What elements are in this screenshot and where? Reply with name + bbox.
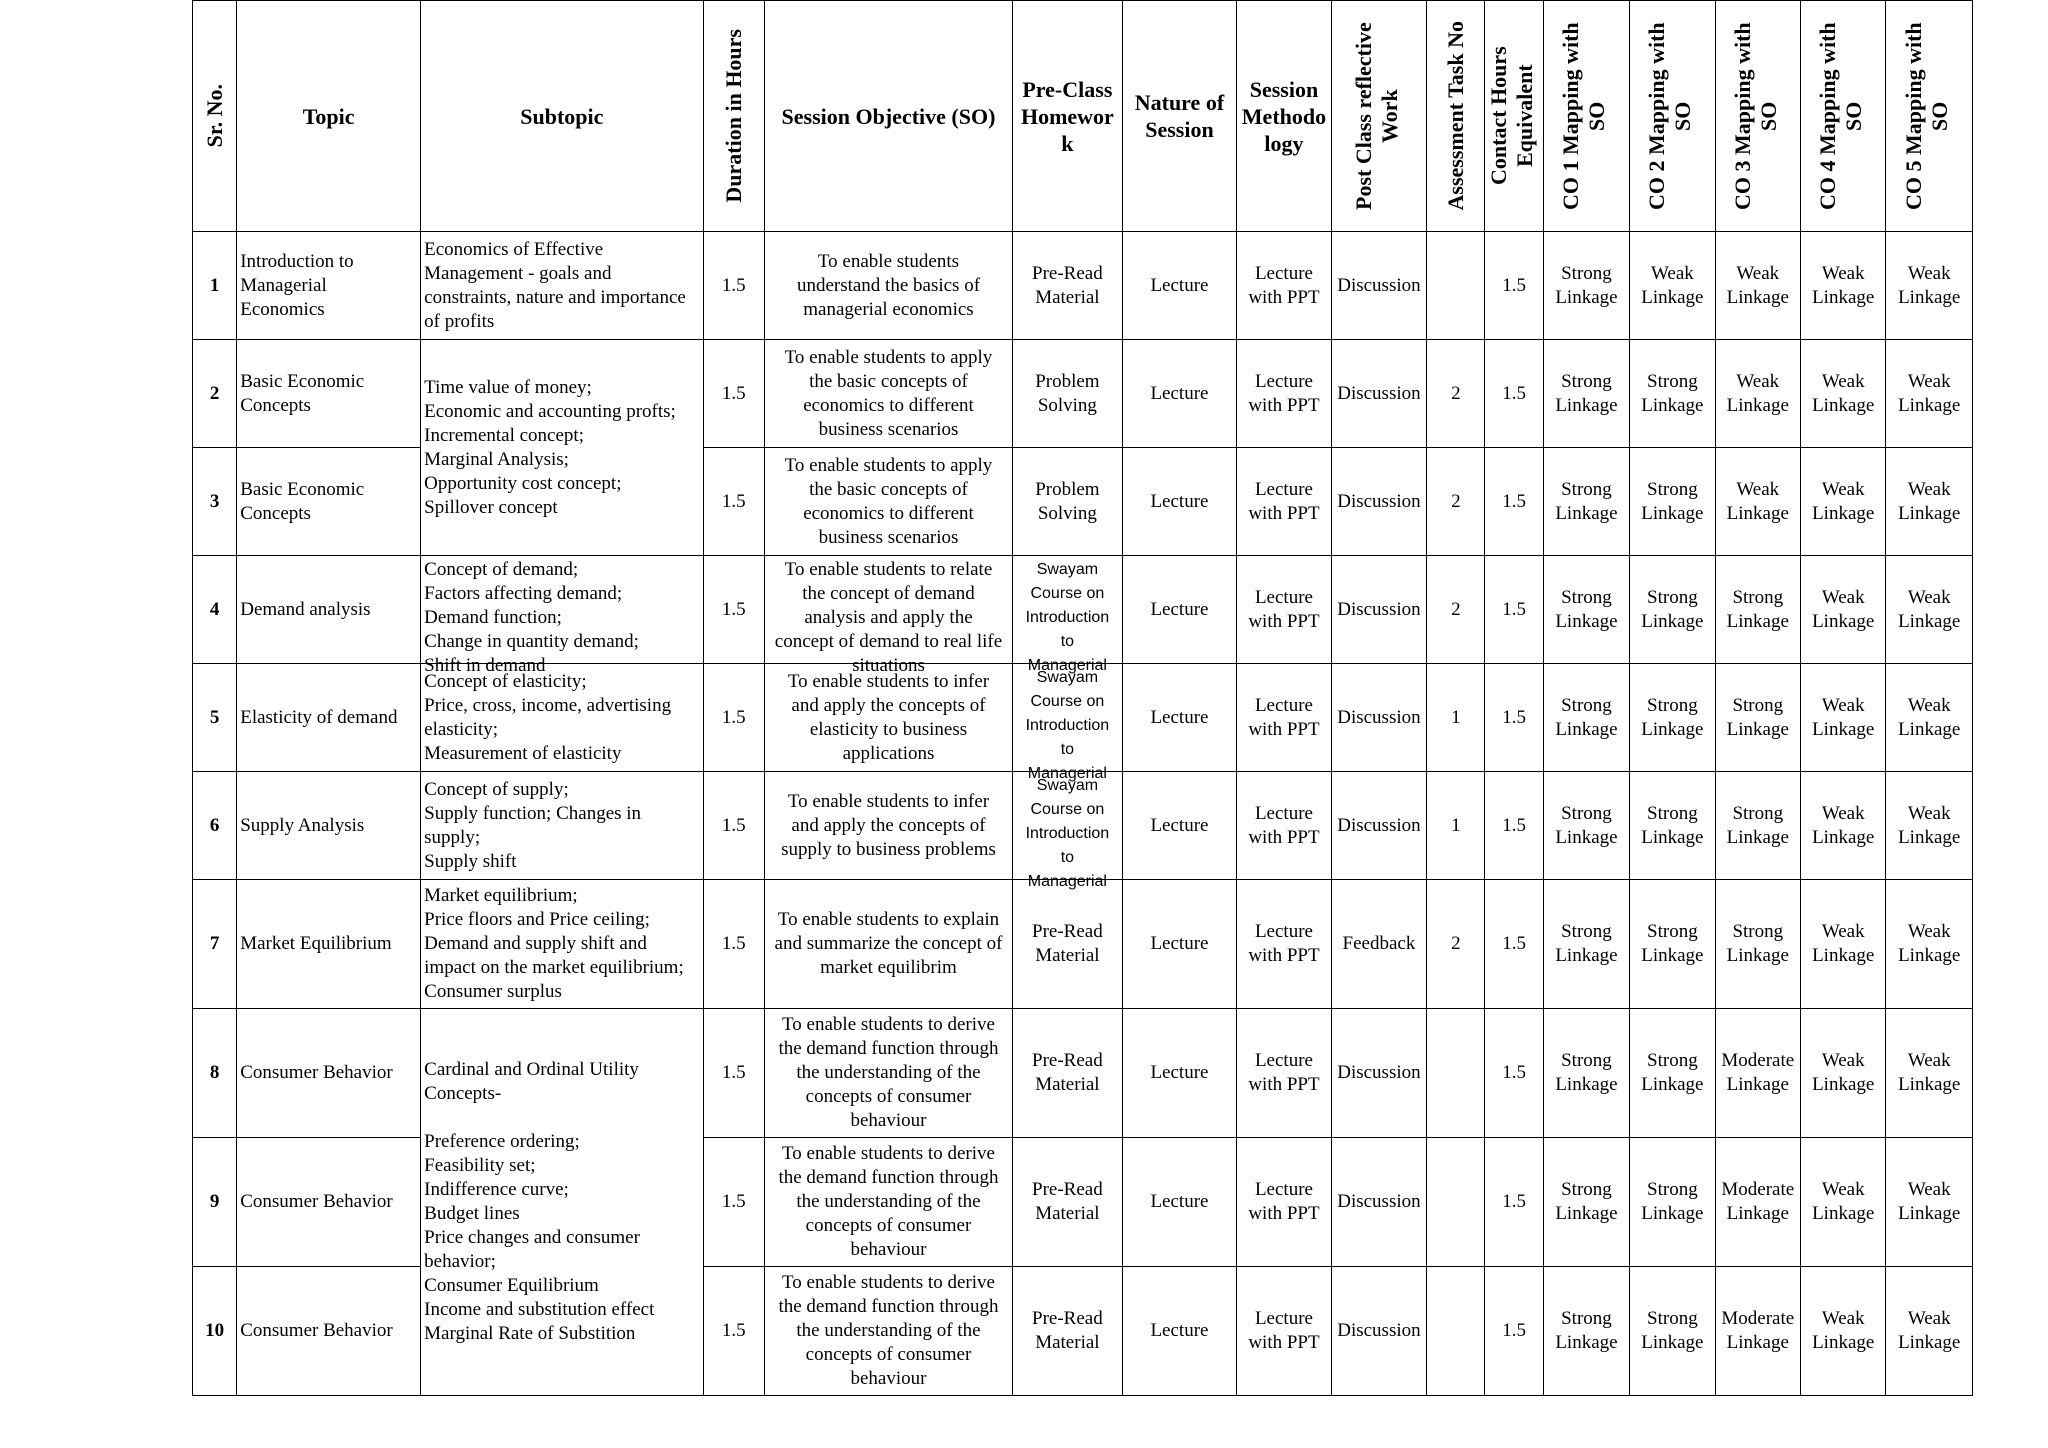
cell-co3: Strong Linkage (1715, 556, 1800, 664)
cell-topic: Consumer Behavior (237, 1267, 421, 1396)
cell-session-objective: To enable students to derive the demand function through the understanding of the concepts of consumer behaviour (764, 1267, 1012, 1396)
cell-nature: Lecture (1122, 556, 1237, 664)
table-body (193, 232, 1973, 1396)
cell-sr-no: 1 (193, 232, 237, 340)
cell-co3: Moderate Linkage (1715, 1009, 1800, 1138)
cell-co4: Weak Linkage (1801, 664, 1886, 772)
header-session-objective: Session Objective (SO) (764, 1, 1012, 232)
cell-co5: Weak Linkage (1886, 448, 1973, 556)
header-assessment: Assessment Task No (1427, 1, 1485, 232)
cell-co1: Strong Linkage (1543, 880, 1629, 1009)
cell-subtopic: Cardinal and Ordinal Utility Concepts- Preference ordering; Feasibility set; Indifference curve; Budget lines Price changes and consumer behavior; Consumer Equilibrium Income and substitution effect Marginal Rate of Substition (421, 1009, 703, 1396)
cell-duration: 1.5 (703, 340, 764, 448)
cell-nature: Lecture (1122, 340, 1237, 448)
cell-co5: Weak Linkage (1886, 556, 1973, 664)
cell-duration: 1.5 (703, 664, 764, 772)
cell-co1: Strong Linkage (1543, 340, 1629, 448)
cell-contact-hours: 1.5 (1485, 1009, 1543, 1138)
cell-co3: Weak Linkage (1715, 448, 1800, 556)
cell-co4: Weak Linkage (1801, 1009, 1886, 1138)
cell-topic: Elasticity of demand (237, 664, 421, 772)
cell-post-class: Feedback (1331, 880, 1426, 1009)
cell-pre-class: Problem Solving (1013, 448, 1123, 556)
header-co4: CO 4 Mapping with SO (1801, 1, 1886, 232)
cell-nature: Lecture (1122, 880, 1237, 1009)
cell-co4: Weak Linkage (1801, 556, 1886, 664)
cell-assessment-task (1427, 1009, 1485, 1138)
cell-co5: Weak Linkage (1886, 1009, 1973, 1138)
cell-contact-hours: 1.5 (1485, 772, 1543, 880)
cell-co4: Weak Linkage (1801, 232, 1886, 340)
cell-co2: Strong Linkage (1630, 1009, 1715, 1138)
cell-pre-class: Problem Solving (1013, 340, 1123, 448)
table-row (193, 556, 1973, 664)
cell-co3: Strong Linkage (1715, 772, 1800, 880)
header-topic: Topic (237, 1, 421, 232)
cell-contact-hours: 1.5 (1485, 556, 1543, 664)
cell-sr-no: 10 (193, 1267, 237, 1396)
header-contact-hours: Contact Hours Equivalent (1485, 1, 1543, 232)
cell-co1: Strong Linkage (1543, 448, 1629, 556)
cell-duration: 1.5 (703, 1009, 764, 1138)
cell-pre-class: Pre-Read Material (1013, 1267, 1123, 1396)
cell-pre-class: Swayam Course on Introduction to Managerial (1013, 664, 1123, 772)
cell-nature: Lecture (1122, 664, 1237, 772)
cell-co3: Strong Linkage (1715, 664, 1800, 772)
cell-nature: Lecture (1122, 1138, 1237, 1267)
header-row (193, 1, 1973, 232)
cell-co4: Weak Linkage (1801, 1267, 1886, 1396)
cell-co4: Weak Linkage (1801, 880, 1886, 1009)
cell-post-class: Discussion (1331, 1267, 1426, 1396)
cell-co4: Weak Linkage (1801, 340, 1886, 448)
cell-methodology: Lecture with PPT (1237, 232, 1331, 340)
table-row (193, 664, 1973, 772)
cell-post-class: Discussion (1331, 232, 1426, 340)
header-nature: Nature of Session (1122, 1, 1237, 232)
cell-assessment-task (1427, 1138, 1485, 1267)
cell-sr-no: 9 (193, 1138, 237, 1267)
cell-co5: Weak Linkage (1886, 664, 1973, 772)
cell-assessment-task: 2 (1427, 556, 1485, 664)
cell-methodology: Lecture with PPT (1237, 448, 1331, 556)
cell-co2: Strong Linkage (1630, 772, 1715, 880)
cell-co1: Strong Linkage (1543, 1138, 1629, 1267)
cell-methodology: Lecture with PPT (1237, 1009, 1331, 1138)
cell-session-objective: To enable students to derive the demand function through the understanding of the concepts of consumer behaviour (764, 1138, 1012, 1267)
cell-co1: Strong Linkage (1543, 772, 1629, 880)
cell-co3: Moderate Linkage (1715, 1267, 1800, 1396)
cell-pre-class: Pre-Read Material (1013, 1009, 1123, 1138)
cell-co2: Strong Linkage (1630, 664, 1715, 772)
cell-assessment-task: 2 (1427, 448, 1485, 556)
cell-co5: Weak Linkage (1886, 232, 1973, 340)
cell-duration: 1.5 (703, 232, 764, 340)
cell-methodology: Lecture with PPT (1237, 772, 1331, 880)
cell-topic: Consumer Behavior (237, 1009, 421, 1138)
cell-co5: Weak Linkage (1886, 1267, 1973, 1396)
cell-co4: Weak Linkage (1801, 448, 1886, 556)
cell-session-objective: To enable students to apply the basic concepts of economics to different business scenarios (764, 448, 1012, 556)
cell-topic: Market Equilibrium (237, 880, 421, 1009)
cell-methodology: Lecture with PPT (1237, 880, 1331, 1009)
cell-assessment-task: 1 (1427, 772, 1485, 880)
cell-co2: Weak Linkage (1630, 232, 1715, 340)
cell-topic: Basic Economic Concepts (237, 448, 421, 556)
cell-co2: Strong Linkage (1630, 448, 1715, 556)
table-row (193, 340, 1973, 448)
cell-session-objective: To enable students to infer and apply the concepts of elasticity to business applications (764, 664, 1012, 772)
header-co2: CO 2 Mapping with SO (1630, 1, 1715, 232)
cell-co1: Strong Linkage (1543, 1267, 1629, 1396)
cell-duration: 1.5 (703, 556, 764, 664)
cell-assessment-task (1427, 232, 1485, 340)
cell-co5: Weak Linkage (1886, 340, 1973, 448)
cell-methodology: Lecture with PPT (1237, 340, 1331, 448)
cell-duration: 1.5 (703, 448, 764, 556)
cell-subtopic: Concept of demand; Factors affecting demand; Demand function; Change in quantity demand; Shift in demand (421, 556, 703, 664)
cell-session-objective: To enable students to apply the basic concepts of economics to different business scenarios (764, 340, 1012, 448)
header-co5: CO 5 Mapping with SO (1886, 1, 1973, 232)
cell-session-objective: To enable students to explain and summarize the concept of market equilibrim (764, 880, 1012, 1009)
cell-subtopic: Concept of supply; Supply function; Changes in supply; Supply shift (421, 772, 703, 880)
cell-co1: Strong Linkage (1543, 556, 1629, 664)
cell-co3: Weak Linkage (1715, 232, 1800, 340)
cell-duration: 1.5 (703, 1138, 764, 1267)
cell-methodology: Lecture with PPT (1237, 1267, 1331, 1396)
cell-subtopic: Market equilibrium; Price floors and Price ceiling; Demand and supply shift and impact on the market equilibrium; Consumer surplus (421, 880, 703, 1009)
cell-session-objective: To enable students to derive the demand function through the understanding of the concepts of consumer behaviour (764, 1009, 1012, 1138)
cell-pre-class: Pre-Read Material (1013, 880, 1123, 1009)
session-plan-table (192, 0, 1973, 1396)
cell-methodology: Lecture with PPT (1237, 1138, 1331, 1267)
cell-co2: Strong Linkage (1630, 340, 1715, 448)
cell-sr-no: 8 (193, 1009, 237, 1138)
cell-contact-hours: 1.5 (1485, 664, 1543, 772)
header-methodology: Session Methodo logy (1237, 1, 1331, 232)
cell-subtopic: Time value of money; Economic and accounting profts; Incremental concept; Marginal Analysis; Opportunity cost concept; Spillover concept (421, 340, 703, 556)
cell-co5: Weak Linkage (1886, 880, 1973, 1009)
cell-session-objective: To enable students to relate the concept of demand analysis and apply the concept of demand to real life situations (764, 556, 1012, 664)
table-row (193, 232, 1973, 340)
cell-assessment-task: 2 (1427, 340, 1485, 448)
cell-co3: Weak Linkage (1715, 340, 1800, 448)
cell-duration: 1.5 (703, 1267, 764, 1396)
cell-sr-no: 7 (193, 880, 237, 1009)
cell-nature: Lecture (1122, 232, 1237, 340)
cell-topic: Demand analysis (237, 556, 421, 664)
cell-methodology: Lecture with PPT (1237, 664, 1331, 772)
cell-pre-class: Swayam Course on Introduction to Managerial (1013, 772, 1123, 880)
cell-post-class: Discussion (1331, 556, 1426, 664)
cell-duration: 1.5 (703, 880, 764, 1009)
cell-pre-class: Pre-Read Material (1013, 1138, 1123, 1267)
cell-nature: Lecture (1122, 1009, 1237, 1138)
cell-contact-hours: 1.5 (1485, 1267, 1543, 1396)
header-post-class: Post Class reflective Work (1331, 1, 1426, 232)
cell-co4: Weak Linkage (1801, 772, 1886, 880)
cell-methodology: Lecture with PPT (1237, 556, 1331, 664)
cell-topic: Consumer Behavior (237, 1138, 421, 1267)
cell-subtopic: Economics of Effective Management - goals and constraints, nature and importance of profits (421, 232, 703, 340)
cell-post-class: Discussion (1331, 664, 1426, 772)
cell-co2: Strong Linkage (1630, 1138, 1715, 1267)
cell-post-class: Discussion (1331, 1009, 1426, 1138)
cell-session-objective: To enable students understand the basics of managerial economics (764, 232, 1012, 340)
header-co3: CO 3 Mapping with SO (1715, 1, 1800, 232)
cell-topic: Supply Analysis (237, 772, 421, 880)
cell-duration: 1.5 (703, 772, 764, 880)
cell-sr-no: 3 (193, 448, 237, 556)
cell-contact-hours: 1.5 (1485, 340, 1543, 448)
cell-nature: Lecture (1122, 772, 1237, 880)
cell-co2: Strong Linkage (1630, 1267, 1715, 1396)
cell-assessment-task: 2 (1427, 880, 1485, 1009)
cell-assessment-task (1427, 1267, 1485, 1396)
header-co1: CO 1 Mapping with SO (1543, 1, 1629, 232)
cell-post-class: Discussion (1331, 772, 1426, 880)
cell-nature: Lecture (1122, 448, 1237, 556)
header-sr-no: Sr. No. (193, 1, 237, 232)
header-pre-class: Pre-Class Homewor k (1013, 1, 1123, 232)
cell-co2: Strong Linkage (1630, 556, 1715, 664)
header-subtopic: Subtopic (421, 1, 703, 232)
cell-post-class: Discussion (1331, 448, 1426, 556)
cell-co1: Strong Linkage (1543, 664, 1629, 772)
cell-contact-hours: 1.5 (1485, 448, 1543, 556)
table-row (193, 772, 1973, 880)
cell-contact-hours: 1.5 (1485, 232, 1543, 340)
cell-sr-no: 4 (193, 556, 237, 664)
cell-sr-no: 6 (193, 772, 237, 880)
table-row (193, 880, 1973, 1009)
cell-co5: Weak Linkage (1886, 772, 1973, 880)
cell-contact-hours: 1.5 (1485, 880, 1543, 1009)
header-duration: Duration in Hours (703, 1, 764, 232)
cell-sr-no: 2 (193, 340, 237, 448)
cell-topic: Introduction to Managerial Economics (237, 232, 421, 340)
cell-sr-no: 5 (193, 664, 237, 772)
cell-contact-hours: 1.5 (1485, 1138, 1543, 1267)
cell-pre-class: Swayam Course on Introduction to Managerial (1013, 556, 1123, 664)
cell-co1: Strong Linkage (1543, 1009, 1629, 1138)
cell-session-objective: To enable students to infer and apply the concepts of supply to business problems (764, 772, 1012, 880)
cell-co3: Moderate Linkage (1715, 1138, 1800, 1267)
cell-post-class: Discussion (1331, 340, 1426, 448)
table-row (193, 1009, 1973, 1138)
cell-assessment-task: 1 (1427, 664, 1485, 772)
cell-topic: Basic Economic Concepts (237, 340, 421, 448)
cell-co4: Weak Linkage (1801, 1138, 1886, 1267)
cell-co1: Strong Linkage (1543, 232, 1629, 340)
cell-subtopic: Concept of elasticity; Price, cross, income, advertising elasticity; Measurement of elasticity (421, 664, 703, 772)
cell-post-class: Discussion (1331, 1138, 1426, 1267)
cell-co3: Strong Linkage (1715, 880, 1800, 1009)
cell-nature: Lecture (1122, 1267, 1237, 1396)
cell-pre-class: Pre-Read Material (1013, 232, 1123, 340)
cell-co5: Weak Linkage (1886, 1138, 1973, 1267)
cell-co2: Strong Linkage (1630, 880, 1715, 1009)
